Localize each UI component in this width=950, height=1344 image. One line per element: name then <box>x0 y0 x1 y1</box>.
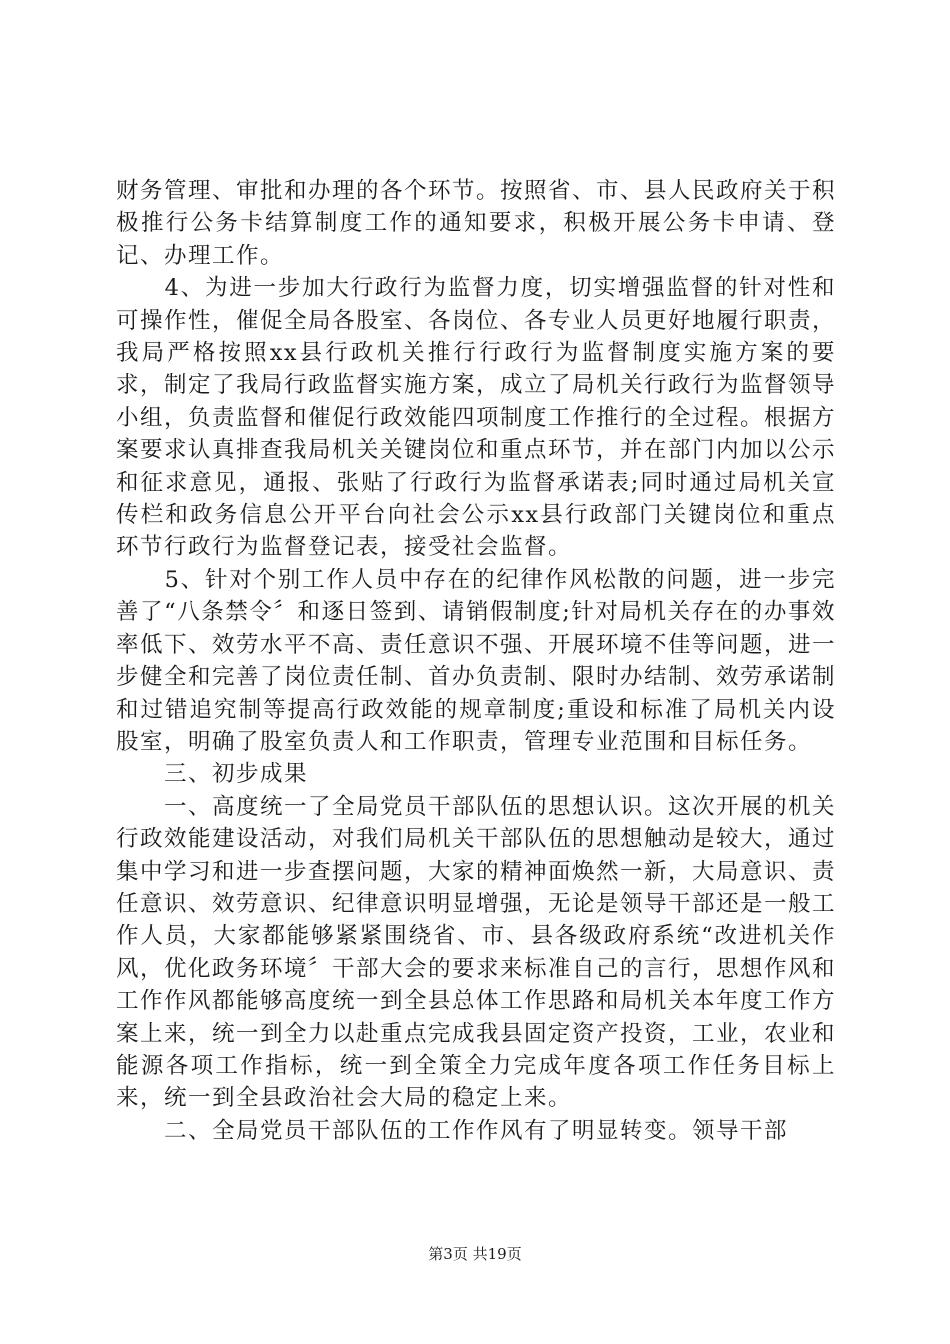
paragraph-result-2: 二、全局党员干部队伍的工作作风有了明显转变。领导干部 <box>116 1117 789 1144</box>
paragraph-finance: 财务管理、审批和办理的各个环节。按照省、市、县人民政府关于积极推行公务卡结算制度工作的通知要求，积极开展公务卡申请、登记、办理工作。 <box>116 178 837 269</box>
paragraph-item-5: 5、针对个别工作人员中存在的纪律作风松散的问题，进一步完善了“八条禁令〞和逐日签到、请销假制度;针对局机关存在的办事效率低下、效劳水平不高、责任意识不强、开展环境不佳等问题，进一步健全和完善了岗位责任制、首办负责制、限时办结制、效劳承诺制和过错追究制等提高行政效能的规章制度;重设和标准了局机关内设股室，明确了股室负责人和工作职责，管理专业范围和目标任务。 <box>116 566 837 755</box>
document-body <box>116 175 836 1147</box>
paragraph-result-1: 一、高度统一了全局党员干部队伍的思想认识。这次开展的机关行政效能建设活动，对我们局机关干部队伍的思想触动是较大，通过集中学习和进一步查摆问题，大家的精神面焕然一新，大局意识、责任意识、效劳意识、纪律意识明显增强，无论是领导干部还是一般工作人员，大家都能够紧紧围绕省、市、县各级政府系统“改进机关作风，优化政务环境〞干部大会的要求来标准自己的言行，思想作风和工作作风都能够高度统一到全县总体工作思路和局机关本年度工作方案上来，统一到全力以赴重点完成我县固定资产投资，工业，农业和能源各项工作指标，统一到全策全力完成年度各项工作任务目标上来，统一到全县政治社会大局的稳定上来。 <box>116 793 837 1112</box>
page-footer: 第3页 共19页 <box>428 1245 522 1263</box>
section-heading-results: 三、初步成果 <box>116 761 309 788</box>
paragraph-item-4: 4、为进一步加大行政行为监督力度，切实增强监督的针对性和可操作性，催促全局各股室、各岗位、各专业人员更好地履行职责，我局严格按照xx县行政机关推行行政行为监督制度实施方案的要求，制定了我局行政监督实施方案，成立了局机关行政行为监督领导小组，负责监督和催促行政效能四项制度工作推行的全过程。根据方案要求认真排查我局机关关键岗位和重点环节，并在部门内加以公示和征求意见，通报、张贴了行政行为监督承诺表;同时通过局机关宣传栏和政务信息公开平台向社会公示xx县行政部门关键岗位和重点环节行政行为监督登记表，接受社会监督。 <box>116 275 837 561</box>
